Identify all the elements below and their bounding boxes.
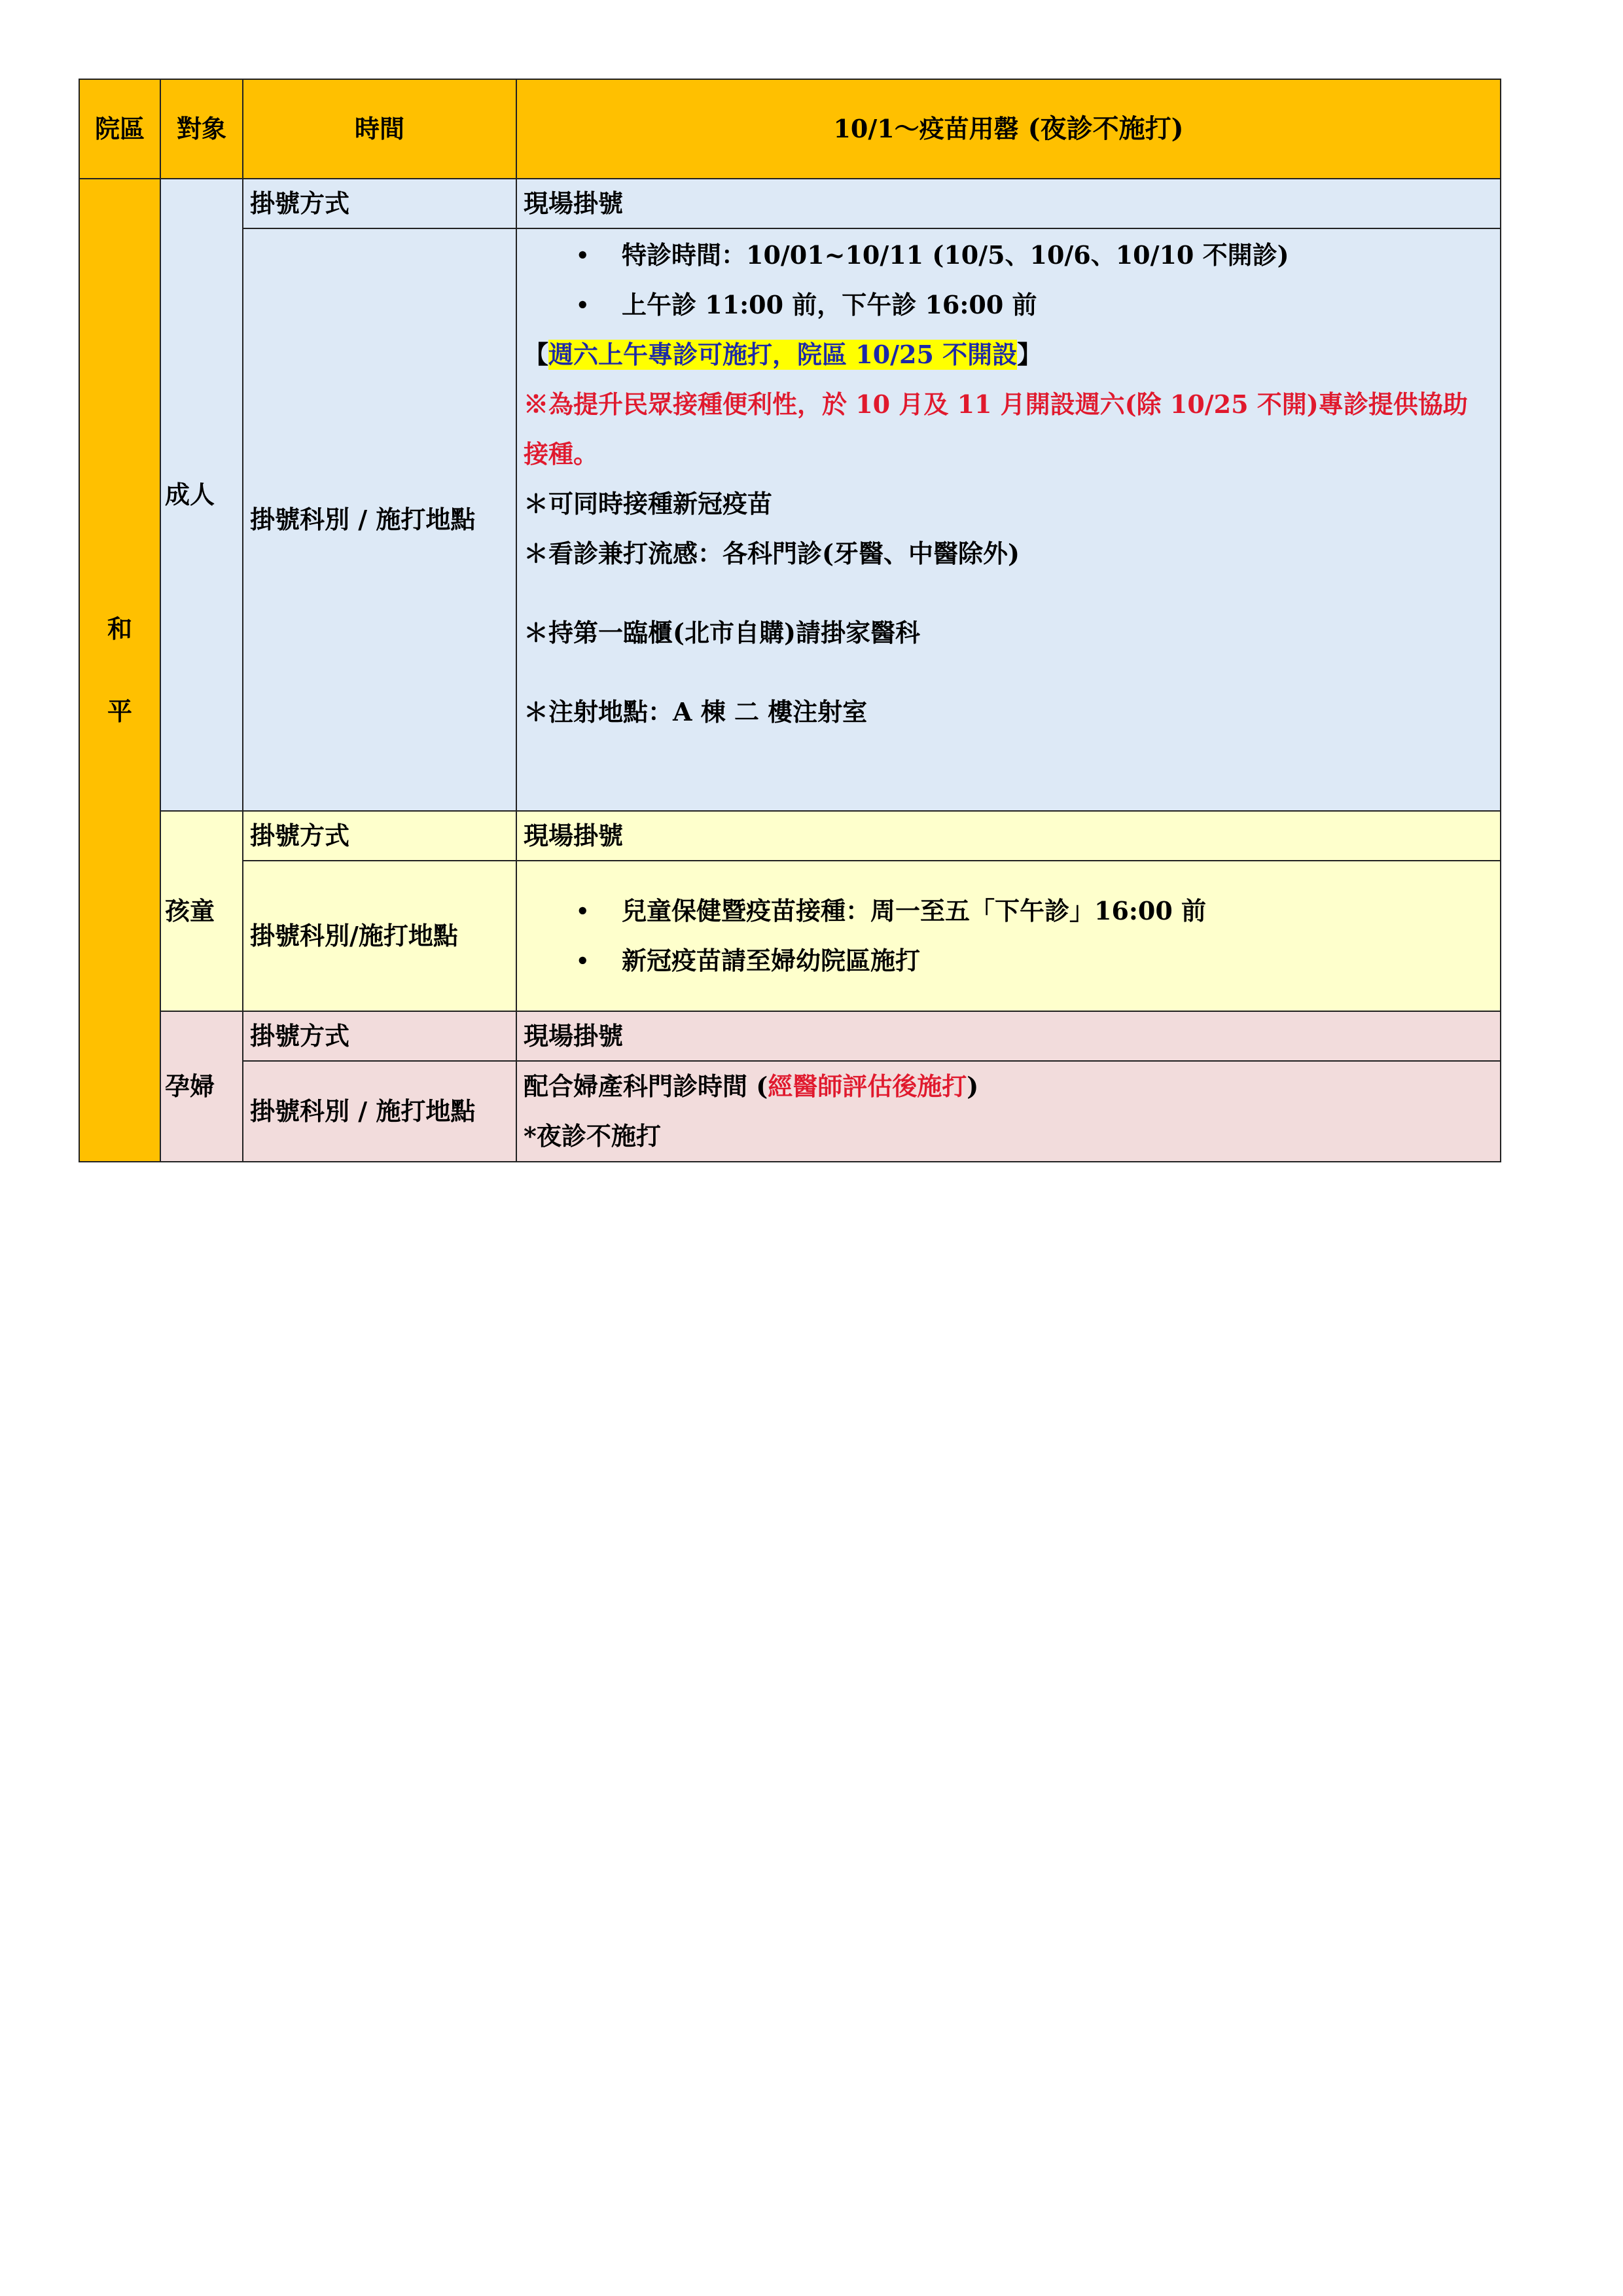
saturday-closed: 不開設 xyxy=(942,340,1018,370)
child-bullet-2 xyxy=(524,936,1493,986)
preg-reg-row xyxy=(79,1011,1501,1061)
campus-char-1: 和 xyxy=(107,614,132,644)
child-bullet-1 xyxy=(524,886,1493,936)
adult-reg-row xyxy=(79,179,1501,228)
adult-item-3: ＊持第一臨櫃(北市自購)請掛家醫科 xyxy=(524,618,920,648)
adult-bullet-2-text: 上午診 11:00 前，下午診 16:00 前 xyxy=(622,290,1037,320)
adult-item-2: ＊看診兼打流感：各科門診(牙醫、中醫除外) xyxy=(524,539,1020,569)
adult-dept-content xyxy=(516,228,1501,811)
bullet-dot: • xyxy=(576,948,590,973)
header-title xyxy=(516,79,1501,179)
header-time: 時間 xyxy=(243,79,516,179)
saturday-text: 週六上午專診可施打，院區 xyxy=(548,340,847,370)
preg-dept-red: 經醫師評估後施打 xyxy=(768,1071,967,1102)
campus-char-2: 平 xyxy=(107,696,132,726)
campus-cell xyxy=(79,179,160,1162)
child-reg-label: 掛號方式 xyxy=(243,811,516,861)
preg-dept-row xyxy=(79,1061,1501,1162)
preg-reg-value: 現場掛號 xyxy=(516,1011,1501,1061)
red-notice-line-2: 接種。 xyxy=(524,439,599,469)
bullet-dot: • xyxy=(576,898,590,924)
vaccine-schedule-table xyxy=(79,79,1501,1162)
bullet-dot: • xyxy=(576,242,590,268)
preg-reg-label: 掛號方式 xyxy=(243,1011,516,1061)
adult-dept-row xyxy=(79,228,1501,811)
preg-dept-suffix: ) xyxy=(967,1071,979,1102)
saturday-date: 10/25 xyxy=(855,340,934,370)
adult-item-4: ＊注射地點：A 棟 二 樓注射室 xyxy=(524,697,868,727)
saturday-notice xyxy=(524,330,1493,380)
bracket-close: 】 xyxy=(1017,340,1043,370)
adult-reg-label: 掛號方式 xyxy=(243,179,516,228)
audience-pregnant: 孕婦 xyxy=(160,1011,243,1162)
audience-adult: 成人 xyxy=(160,179,243,811)
audience-child: 孩童 xyxy=(160,811,243,1011)
header-campus: 院區 xyxy=(79,79,160,179)
child-bullet-2-text: 新冠疫苗請至婦幼院區施打 xyxy=(622,946,921,976)
child-dept-label: 掛號科別/施打地點 xyxy=(243,861,516,1011)
adult-bullet-1 xyxy=(524,230,1493,280)
adult-item-1: ＊可同時接種新冠疫苗 xyxy=(524,489,773,519)
preg-dept-content xyxy=(516,1061,1501,1162)
child-dept-content xyxy=(516,861,1501,1011)
bracket-open: 【 xyxy=(524,340,549,370)
child-dept-row xyxy=(79,861,1501,1011)
red-notice-line-1: ※為提升民眾接種便利性，於 10 月及 11 月開設週六(除 10/25 不開)專診提供協助 xyxy=(524,389,1468,420)
adult-bullet-2 xyxy=(524,280,1493,330)
title-text: 10/1～疫苗用罄 xyxy=(833,114,1019,143)
header-audience: 對象 xyxy=(160,79,243,179)
adult-dept-label: 掛號科別 / 施打地點 xyxy=(243,228,516,811)
title-subtitle: (夜診不施打) xyxy=(1027,113,1184,144)
preg-dept-line xyxy=(524,1062,1493,1111)
adult-reg-value: 現場掛號 xyxy=(516,179,1501,228)
preg-dept-label: 掛號科別 / 施打地點 xyxy=(243,1061,516,1162)
preg-night-note: *夜診不施打 xyxy=(524,1121,661,1151)
adult-bullet-1-text: 特診時間：10/01~10/11 (10/5、10/6、10/10 不開診) xyxy=(622,240,1289,270)
child-bullet-1-text: 兒童保健暨疫苗接種：周一至五「下午診」16:00 前 xyxy=(622,896,1207,926)
header-row xyxy=(79,79,1501,179)
child-reg-row xyxy=(79,811,1501,861)
bullet-dot: • xyxy=(576,292,590,317)
preg-dept-prefix: 配合婦產科門診時間 ( xyxy=(524,1071,768,1102)
child-reg-value: 現場掛號 xyxy=(516,811,1501,861)
